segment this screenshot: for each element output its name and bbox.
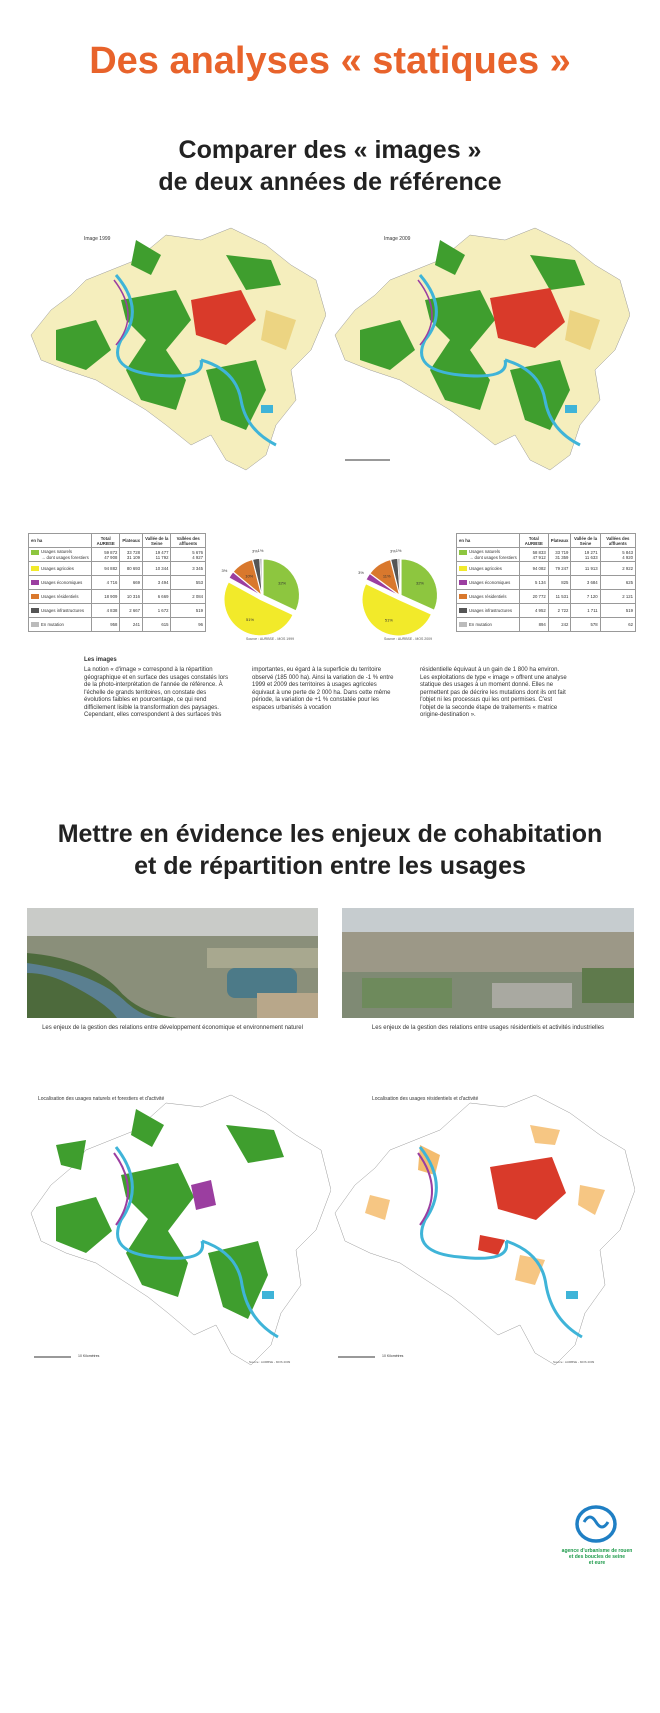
pie-slice-label: 32% [278,580,287,586]
section2-title-line2: et de répartition entre les usages [134,852,526,880]
table-unit: en ha [457,534,520,548]
table-column-header: Plateaux [548,534,571,548]
table-cell: 669 [120,576,143,590]
table-cell: 5 134 [520,576,549,590]
legend-swatch [31,622,39,627]
text-heading: Les images [84,657,117,663]
table-cell: 615 [143,618,171,632]
legend-swatch [459,622,467,627]
aerial-photo-city [342,908,634,1018]
row-label [29,604,92,618]
legend-swatch [459,608,467,613]
table-unit: en ha [29,534,92,548]
table-column-header: Plateaux [120,534,143,548]
table-cell: 894 [520,618,549,632]
pie-slice-label: 11% [382,573,391,579]
table-cell: 10 316 [120,590,143,604]
logo-line2: et des boucles de seine [568,1554,626,1560]
section1-title [0,134,660,198]
row-label [29,576,92,590]
table-cell: 94 082 [520,562,549,576]
legend-swatch [459,566,467,571]
table-row [457,562,636,576]
row-label-text: Usages résidentiels [469,593,507,599]
map-1999 [26,220,326,475]
table-row [29,618,206,632]
legend-swatch [459,580,467,585]
table-column-header: Vallées des affluents [171,534,206,548]
row-label-text: En mutation [469,621,492,627]
map-residential-activity [330,1085,635,1370]
usage-table-1999 [28,533,206,632]
map-natural-scale: 10 Kilomètres [78,1354,100,1358]
row-label-text: Usages économiques [469,579,511,585]
table-cell: 825 [548,576,571,590]
table-cell: 553 [171,576,206,590]
section1-title-line1: Comparer des « images » [178,136,482,164]
map-natural-label: Localisation des usages naturels et forestiers et d'activité [38,1096,165,1102]
table-cell: 3 494 [143,576,171,590]
table-cell: 2 922 [600,562,635,576]
row-label-text: Usages infrastructures [469,607,512,613]
map-2009-label: Image 2009 [384,236,411,242]
table-cell: 11 531 [548,590,571,604]
table-cell: 33 719 31 359 [548,548,571,562]
section2-title-line1: Mettre en évidence les enjeux de cohabitation [57,820,603,848]
map-1999-label: Image 1999 [84,236,111,242]
table-cell: 4 838 [92,604,120,618]
legend-swatch [459,550,467,555]
table-cell: 5 843 4 920 [600,548,635,562]
table-cell: 79 247 [548,562,571,576]
photo-right-caption: Les enjeux de la gestion des relations entre usages résidentiels et activités industrielles [371,1025,605,1031]
table-cell: 62 [600,618,635,632]
row-label [457,604,520,618]
table-cell: 578 [571,618,600,632]
legend-swatch [31,550,39,555]
legend-swatch [459,594,467,599]
table-cell: 1 672 [143,604,171,618]
logo-line3: et eure [588,1560,606,1566]
table-cell: 2 084 [171,590,206,604]
pie-2009-source: Source : AURBSE - MOS 2009 [384,637,433,641]
pie-slice-label: 10% [245,573,254,579]
table-row [457,618,636,632]
table-cell: 519 [600,604,635,618]
table-cell: 2 667 [120,604,143,618]
section2-title [0,818,660,882]
pie-slice-label: 51% [246,616,255,622]
table-cell: 5 676 4 927 [171,548,206,562]
map-natural-activity [26,1085,331,1370]
row-label-text: Usages agricoles [41,565,74,571]
pie-slice-label: 51% [384,617,393,623]
table-cell: 80 693 [120,562,143,576]
map-residential-scale: 10 Kilomètres [382,1354,404,1358]
table-cell: 33 728 31 109 [120,548,143,562]
table-cell: 4 716 [92,576,120,590]
row-sub-label: → dont usages forestiers [469,554,517,560]
pie-slice-label: 1% [257,548,264,554]
row-label [29,548,92,562]
table-cell: 96 [171,618,206,632]
agency-logo-icon [574,1504,618,1544]
table-cell: 2 121 [600,590,635,604]
table-cell: 58 833 47 912 [520,548,549,562]
table-cell: 1 711 [571,604,600,618]
row-label-text: Usages naturels [469,549,501,555]
pie-chart-1999 [212,538,312,650]
table-cell: 2 722 [548,604,571,618]
logo-line1: agence d'urbanisme de rouen [561,1548,633,1554]
table-column-header: Vallée de la Seine [143,534,171,548]
row-label [29,562,92,576]
pie-slice-label: 1% [395,548,402,554]
row-label [457,576,520,590]
legend-swatch [31,608,39,613]
table-cell: 242 [548,618,571,632]
row-label-text: Usages économiques [41,579,83,585]
text-column-3: résidentielle équivaut à un gain de 1 800 ha environ. Les exploitations de type « image » offrent une analyse statique des usages à un moment donné. Elles ne permettent pas de décrire les mutations dont ils ont fait l'objet ni les processus qui les ont permises. C'est l'objet de la seconde étape de traitements « matrice origine-destination ». [420,667,567,718]
usage-table-2009 [456,533,636,632]
table-cell: 59 872 47 908 [92,548,120,562]
pie-slice-label: 3% [251,548,258,554]
table-row [29,604,206,618]
table-row [457,590,636,604]
section1-title-line2: de deux années de référence [158,168,502,196]
table-cell: 3 345 [171,562,206,576]
table-column-header: Total AURBSE [520,534,549,548]
page-title: Des analyses « statiques » [89,40,571,82]
row-label [457,548,520,562]
table-row [29,576,206,590]
row-label [29,618,92,632]
map-2009 [330,220,630,475]
legend-swatch [31,580,39,585]
table-column-header: Vallées des affluents [600,534,635,548]
row-label-text: Usages naturels [41,549,73,555]
row-sub-label: → dont usages forestiers [41,554,89,560]
table-cell: 519 [171,604,206,618]
map-natural-source: Source : AURBSE - MOS 2009 [249,1360,291,1364]
table-cell: 3 684 [571,576,600,590]
row-label-text: Usages résidentiels [41,593,79,599]
table-column-header: Total AURBSE [92,534,120,548]
pie-slice-label: 32% [415,580,424,586]
table-row [29,562,206,576]
table-row [457,604,636,618]
table-column-header: Vallée de la Seine [571,534,600,548]
pie-slice-label: 3% [358,569,364,575]
text-column-1: La notion « d'image » correspond à la répartition géographique et en surface des usages constatés lors de la photo-interprétation de l'année de référence. À l'échelle de grands territoires, on constate des évolutions faibles en pourcentage, ce qui rend difficilement lisible la transformation des paysages. Cependant, elles correspondent à des surfaces très [84,667,229,718]
table-cell: 94 882 [92,562,120,576]
table-cell: 19 477 11 792 [143,548,171,562]
table-cell: 11 913 [571,562,600,576]
row-label-text: En mutation [41,621,64,627]
pie-slice-label: 3% [221,567,228,573]
row-label [29,590,92,604]
row-label [457,562,520,576]
text-column-2: importantes, eu égard à la superficie du territoire observé (185 000 ha). Ainsi la variation de -1 % entre 1999 et 2009 des territoires à usages agricoles équivaut à une perte de 2 000 ha. Dans cette même période, la variation de +1 % constatée pour les espaces urbanisés à vocation [252,667,394,711]
table-cell: 958 [92,618,120,632]
table-header-row [457,534,636,548]
table-cell: 18 909 [92,590,120,604]
table-cell: 20 772 [520,590,549,604]
table-cell: 10 344 [143,562,171,576]
table-cell: 241 [120,618,143,632]
table-cell: 19 271 11 633 [571,548,600,562]
agency-logo-text [552,1548,642,1566]
table-cell: 625 [600,576,635,590]
map-residential-source: Source : AURBSE - MOS 2009 [553,1360,595,1364]
table-cell: 6 669 [143,590,171,604]
photo-left-caption: Les enjeux de la gestion des relations entre développement économique et environnement naturel [42,1025,303,1031]
legend-swatch [31,594,39,599]
legend-swatch [31,566,39,571]
row-label [457,590,520,604]
table-row [457,576,636,590]
row-label-text: Usages infrastructures [41,607,84,613]
row-label [457,618,520,632]
table-row [29,590,206,604]
pie-1999-source: Source : AURBSE - MOS 1999 [246,637,295,641]
map-residential-label: Localisation des usages résidentiels et d'activité [372,1096,479,1102]
table-header-row [29,534,206,548]
table-row [29,548,206,562]
table-row [457,548,636,562]
table-cell: 7 120 [571,590,600,604]
row-label-text: Usages agricoles [469,565,502,571]
pie-slice-label: 3% [390,548,396,554]
pie-chart-2009 [350,538,450,650]
aerial-photo-river [27,908,318,1018]
table-cell: 4 952 [520,604,549,618]
